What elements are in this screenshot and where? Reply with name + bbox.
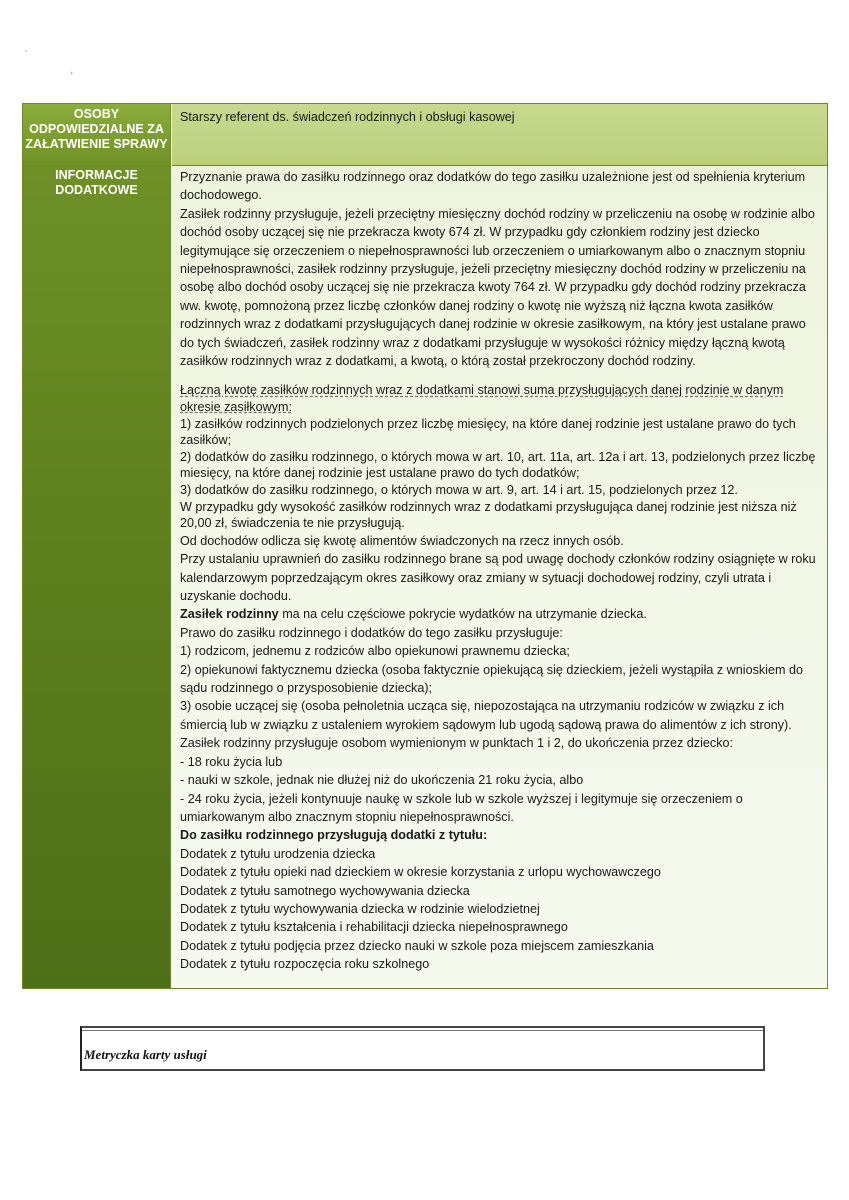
bold-lead: Zasiłek rodzinny	[180, 607, 279, 622]
allowance-item: Dodatek z tytułu podjęcia przez dziecko nauki w szkole poza miejscem zamieszkania	[180, 938, 654, 953]
footer-title: Metryczka karty usługi	[84, 1047, 207, 1062]
row-label-additional-info: INFORMACJE DODATKOWE	[23, 166, 171, 988]
info-list-item: 2) dodatków do zasiłku rodzinnego, o których mowa w art. 10, art. 11a, art. 12a i art. 13, podzielonych przez liczbę miesięcy, na które danej rodzinie jest ustalane prawo do tych dodatków;	[180, 449, 816, 481]
info-list-item: - nauki w szkole, jednak nie dłużej niż do ukończenia 21 roku życia, albo	[180, 773, 584, 788]
scan-artifact: ˋ	[24, 48, 28, 62]
row-value-additional-info	[172, 166, 827, 988]
footer-metrics-box	[80, 1026, 765, 1071]
info-paragraph: W przypadku gdy wysokość zasiłków rodzinnych wraz z dodatkami przysługująca danej rodzinie jest niższa niż 20,00 zł, świadczenia te nie przysługują.	[180, 499, 797, 531]
divider	[82, 1030, 763, 1031]
info-list-item: 1) rodzicom, jednemu z rodziców albo opiekunowi prawnemu dziecka;	[180, 644, 570, 659]
service-card-table	[22, 103, 828, 989]
row-label-responsible: OSOBY ODPOWIEDZIALNE ZA ZAŁATWIENIE SPRAWY	[23, 104, 171, 166]
allowance-item: Dodatek z tytułu opieki nad dzieckiem w okresie korzystania z urlopu wychowawczego	[180, 865, 661, 880]
allowance-item: Dodatek z tytułu kształcenia i rehabilitacji dziecka niepełnosprawnego	[180, 920, 568, 935]
info-paragraph: Prawo do zasiłku rodzinnego i dodatków do tego zasiłku przysługuje:	[180, 625, 563, 640]
info-list-item: - 24 roku życia, jeżeli kontynuuje naukę w szkole lub w szkole wyższej i legitymuje się orzeczeniem o umiarkowanym albo znacznym stopniu niepełnosprawności.	[180, 791, 743, 824]
info-heading: Do zasiłku rodzinnego przysługują dodatki z tytułu:	[180, 828, 488, 843]
allowance-item: Dodatek z tytułu urodzenia dziecka	[180, 846, 376, 861]
info-list-item: 3) osobie uczącej się (osoba pełnoletnia ucząca się, niepozostająca na utrzymaniu rodziców w związku z ich śmiercią lub w związku z ustaleniem wyrokiem sądowym lub ugodą sądową prawa do alimentów z ich strony).	[180, 699, 792, 732]
info-paragraph: Zasiłek rodzinny przysługuje, jeżeli przeciętny miesięczny dochód rodziny w przeliczeniu na osobę w rodzinie albo dochód osoby uczącej się nie przekracza kwoty 674 zł. W przypadku gdy członkiem rodziny jest dziecko legitymujące się orzeczeniem o niepełnosprawności lub orzeczeniem o umiarkowanym albo o znacznym stopniu niepełnosprawności, zasiłek rodzinny przysługuje, jeżeli przeciętny miesięczny dochód rodziny w przeliczeniu na osobę albo dochód osoby uczącej się nie przekracza kwoty 764 zł. W przypadku gdy dochód rodziny przekracza ww. kwotę, pomnożoną przez liczbę członków danej rodziny o kwotę nie wyższą niż łączna kwota zasiłków rodzinnych wraz z dodatkami przysługujących danej rodzinie w okresie zasiłkowym, na który jest ustalane prawo do tych świadczeń, zasiłek rodzinny wraz z dodatkami przysługuje w wysokości różnicy między łączną kwotą zasiłków rodzinnych wraz z dodatkami, a kwotą, o którą został przekroczony dochód rodziny.	[180, 206, 815, 369]
info-paragraph: Zasiłek rodzinny przysługuje osobom wymienionym w punktach 1 i 2, do ukończenia przez dziecko:	[180, 736, 733, 751]
info-paragraph: Przyznanie prawa do zasiłku rodzinnego oraz dodatków do tego zasiłku uzależnione jest od spełnienia kryterium dochodowego.	[180, 170, 806, 203]
scan-artifact: ,	[70, 62, 74, 76]
row-value-responsible	[172, 104, 827, 166]
info-paragraph: Łączną kwotę zasiłków rodzinnych wraz z dodatkami stanowi suma przysługujących danej rodzinie w danym okresie zasiłkowym:	[180, 383, 784, 415]
responsible-person: Starszy referent ds. świadczeń rodzinnych i obsługi kasowej	[180, 110, 515, 124]
info-paragraph: Zasiłek rodzinny ma na celu częściowe pokrycie wydatków na utrzymanie dziecka.	[180, 607, 647, 622]
table-row-additional-info	[23, 166, 827, 988]
info-list-item: 3) dodatków do zasiłku rodzinnego, o których mowa w art. 9, art. 14 i art. 15, podzielonych przez 12.	[180, 483, 738, 498]
allowance-item: Dodatek z tytułu rozpoczęcia roku szkolnego	[180, 957, 430, 972]
allowance-item: Dodatek z tytułu samotnego wychowywania dziecka	[180, 883, 470, 898]
info-list-item: 2) opiekunowi faktycznemu dziecka (osoba faktycznie opiekującą się dzieckiem, jeżeli wystąpiła z wnioskiem do sądu rodzinnego o przysposobienie dziecka);	[180, 662, 803, 696]
info-list-item: - 18 roku życia lub	[180, 754, 283, 769]
info-list-item: 1) zasiłków rodzinnych podzielonych przez liczbę miesięcy, na które danej rodzinie jest ustalane prawo do tych zasiłków;	[180, 416, 796, 448]
table-row-responsible	[23, 104, 827, 166]
info-paragraph: Od dochodów odlicza się kwotę alimentów świadczonych na rzecz innych osób.	[180, 533, 624, 548]
info-paragraph: Przy ustalaniu uprawnień do zasiłku rodzinnego brane są pod uwagę dochody członków rodziny osiągnięte w roku kalendarzowym poprzedzającym okres zasiłkowy oraz zmiany w sytuacji dochodowej rodziny, czyli utrata i uzyskanie dochodu.	[180, 552, 816, 604]
allowance-item: Dodatek z tytułu wychowywania dziecka w rodzinie wielodzietnej	[180, 901, 540, 916]
